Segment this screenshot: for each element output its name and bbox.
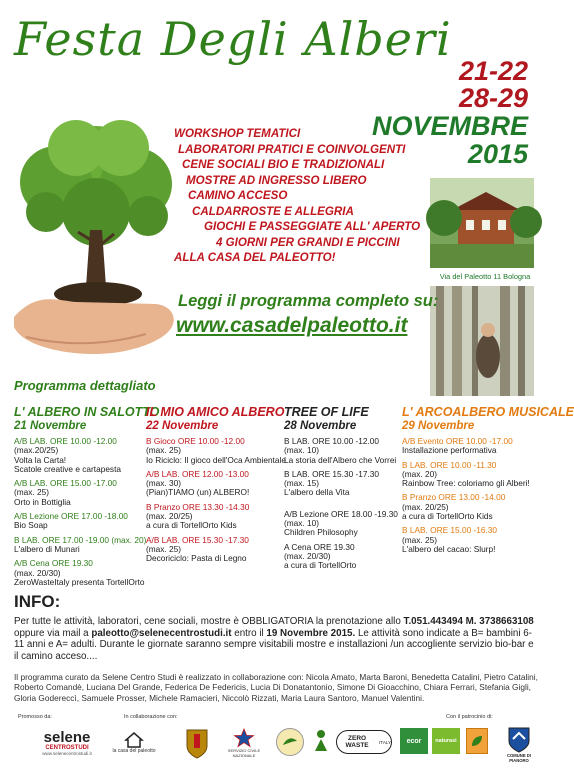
program-event	[146, 470, 280, 498]
program-event	[284, 543, 418, 571]
event-time: B LAB. ORE 15.30 -17.30	[284, 468, 380, 479]
info-text-3: entro il	[234, 627, 264, 639]
patronage-label: Con il patrocinio di:	[446, 714, 493, 720]
column-title: L' ALBERO IN SALOTTO	[14, 405, 160, 419]
event-title: L'albero di Munari	[14, 543, 80, 554]
zero-waste-sub: ITALY	[379, 739, 391, 745]
servizio-civile-text: SERVIZIO CIVILE NAZIONALE	[227, 748, 261, 758]
servizio-civile-logo	[218, 724, 270, 762]
event-title: Decoriciclo: Pasta di Legno	[146, 553, 247, 564]
program-event	[284, 437, 418, 465]
event-time: A/B LAB. ORE 12.00 -13.00	[146, 468, 249, 479]
read-program-text: Leggi il programma completo su:	[178, 292, 439, 310]
event-time: B LAB. ORE 10.00 -11.30	[402, 459, 497, 470]
program-column-day-4	[402, 405, 574, 559]
naturasi-logo: naturasì	[432, 728, 460, 754]
event-capacity: (max.20/25)	[14, 445, 59, 456]
website-link[interactable]: www.casadelpaleotto.it	[176, 314, 408, 337]
event-capacity: (max. 20)	[402, 468, 438, 479]
program-event	[402, 461, 542, 489]
credits-text: Il programma curato da Selene Centro Studi è realizzato in collaborazione con: Nicola Amato, Marta Baroni, Benedetta Catalini, Pietro Catalini, Roberto Comandè, Luciana Del Grande, Federica De Federicis, Lucia Di Donatantonio, Simone Di Gioacchino, Chiara Ferrari, Stefania Gigli, Gloria Godereccì, Samuele Prosser, Michele Ramacieri, Niccolò Rizzati, Maria Laura Santoro, Manuel Valentini.	[14, 672, 538, 703]
column-title: IL MIO AMICO ALBERO	[146, 405, 285, 419]
event-title: Children Philosophy	[284, 527, 358, 538]
event-title: Rainbow Tree: coloriamo gli Alberi!	[402, 478, 530, 489]
column-title: L' ARCOALBERO MUSICALE	[402, 405, 574, 419]
selene-logo	[36, 726, 98, 760]
event-title: Io Riciclo: Il gioco dell'Oca Ambientale	[146, 454, 286, 465]
event-title: (Pian)TIAMO (un) ALBERO!	[146, 487, 250, 498]
collaboration-label: In collaborazione con:	[124, 714, 178, 720]
bird-icon	[281, 735, 299, 749]
event-capacity: (max. 20/30)	[14, 567, 61, 578]
location-caption: Via del Paleotto 11 Bologna	[439, 272, 531, 281]
info-text-1: Per tutte le attività, laboratori, cene sociali, mostre è OBBLIGATORIA la prenotazione allo	[14, 616, 401, 627]
comune-pianoro-logo	[500, 722, 538, 766]
casa-paleotto-logo	[106, 726, 162, 760]
casa-logo-text: la casa del paleotto	[112, 748, 156, 754]
event-capacity: (max. 20/25)	[402, 501, 449, 512]
event-capacity: (max. 20/30)	[284, 550, 331, 561]
event-time: B Gioco ORE 10.00 -12.00	[146, 436, 245, 446]
event-time: B Pranzo ORE 13.00 -14.00	[402, 492, 506, 503]
program-heading: Programma dettagliato	[14, 378, 156, 393]
program-column-day-3	[284, 406, 418, 576]
program-event	[14, 512, 148, 531]
program-event	[146, 436, 286, 465]
program-event	[284, 510, 418, 538]
program-event	[402, 437, 542, 456]
event-time: A/B LAB. ORE 10.00 -12.00	[14, 436, 117, 446]
event-time: A/B Evento ORE 10.00 -17.00	[402, 436, 513, 446]
info-deadline: 19 Novembre 2015.	[266, 627, 356, 639]
feature-item: LABORATORI PRATICI E COINVOLGENTI	[178, 142, 406, 156]
feature-item: CAMINO ACCESO	[188, 189, 288, 202]
house-icon	[124, 732, 144, 748]
event-title: Festa Degli Alberi	[14, 12, 452, 66]
star-icon	[234, 728, 254, 748]
event-capacity: (max. 15)	[284, 478, 320, 489]
feature-item: GIOCHI E PASSEGGIATE ALL' APERTO	[204, 220, 421, 233]
coat-of-arms-icon	[185, 726, 209, 760]
column-date: 28 Novembre	[284, 420, 357, 432]
event-capacity: (max. 10)	[284, 445, 320, 456]
event-time: B LAB. ORE 17.00 -19.00 (max. 20)	[14, 534, 147, 545]
event-title: a cura di TortellOrto	[284, 560, 357, 571]
event-capacity: (max. 25)	[146, 445, 182, 456]
event-time: B LAB. ORE 10.00 -12.00	[284, 436, 380, 446]
event-time: A/B Lezione ORE 18.00 -19.30	[284, 508, 398, 519]
selene-logo-url: www.selenecentrostudi.it	[42, 750, 92, 756]
program-event	[14, 536, 148, 555]
dates-month: NOVEMBRE	[371, 111, 528, 141]
selene-logo-sub: CENTROSTUDI	[45, 744, 89, 751]
selene-logo-text: selene	[43, 728, 91, 746]
event-time: A/B Lezione ORE 17.00 -18.00	[14, 511, 128, 522]
event-title: Bio Soap	[14, 520, 48, 531]
info-phone[interactable]: T.051.443494 M. 3738663108	[403, 616, 534, 627]
event-title: Installazione performativa	[402, 445, 497, 456]
column-title: TREE OF LIFE	[284, 405, 369, 419]
event-capacity: (max. 20/25)	[146, 511, 193, 522]
program-event	[146, 536, 280, 564]
features-list	[174, 126, 434, 266]
event-capacity: (max. 30)	[146, 478, 182, 489]
program-event	[14, 437, 148, 474]
event-title: a cura di TortellOrto Kids	[146, 520, 237, 531]
person-logo	[312, 728, 330, 754]
hands	[14, 299, 174, 354]
leaf-icon	[470, 734, 484, 748]
feature-item: 4 GIORNI PER GRANDI E PICCINI	[216, 235, 400, 249]
program-event	[402, 526, 542, 554]
info-email[interactable]: paleotto@selenecentrostudi.it	[91, 627, 232, 639]
column-date: 21 Novembre	[14, 420, 87, 432]
ecor-logo: ecor	[400, 728, 428, 754]
promoted-by-label: Promosso da:	[18, 714, 52, 720]
program-event	[146, 503, 280, 531]
event-time: A/B Cena ORE 19.30	[14, 558, 93, 569]
event-capacity: (max. 25)	[402, 534, 438, 545]
tree-in-hands-illustration	[6, 112, 184, 372]
forest-photo	[430, 286, 534, 396]
event-capacity: (max. 25)	[146, 543, 182, 554]
sponsor-logos	[14, 714, 540, 770]
info-heading: INFO:	[14, 592, 61, 611]
program-column-day-2	[146, 405, 286, 569]
event-time: B LAB. ORE 15.00 -16.30	[402, 525, 498, 536]
partner-logo-orange	[466, 728, 488, 754]
event-time: A/B LAB. ORE 15.30 -17.30	[146, 534, 249, 545]
event-capacity: (max. 10)	[284, 518, 320, 529]
house-photo	[430, 178, 534, 268]
event-time: B Pranzo ORE 13.30 -14.30	[146, 501, 250, 512]
event-title: a cura di TortellOrto Kids	[402, 511, 493, 522]
event-title: ZeroWasteItaly presenta TortellOrto	[14, 576, 145, 587]
info-text-2: oppure via mail a	[14, 627, 89, 639]
event-time: A Cena ORE 19.30	[284, 541, 355, 552]
coat-of-arms-logo	[184, 724, 210, 762]
program-event	[284, 470, 418, 498]
event-subtitle: Scatole creative e cartapesta	[14, 463, 121, 474]
program-event	[14, 479, 148, 507]
column-date: 22 Novembre	[146, 420, 219, 432]
feature-item: ALLA CASA DEL PALEOTTO!	[174, 251, 336, 264]
event-time: A/B LAB. ORE 15.00 -17.00	[14, 478, 117, 489]
dates-line-2: 28-29	[458, 83, 528, 113]
partner-logo-round	[276, 728, 304, 756]
event-capacity: (max. 25)	[14, 487, 50, 498]
zero-waste-text: ZERO WASTE	[345, 735, 369, 749]
program-column-day-1	[14, 405, 160, 592]
event-title: L'albero della Vita	[284, 487, 350, 498]
feature-item: CALDARROSTE E ALLEGRIA	[192, 204, 354, 218]
feature-item: WORKSHOP TEMATICI	[174, 127, 301, 140]
feature-item: CENE SOCIALI BIO E TRADIZIONALI	[182, 158, 385, 171]
dates-year: 2015	[467, 139, 528, 169]
program-event	[402, 493, 542, 521]
info-text-4: Le attività sono indicate a B= bambini 6-11 anni e A= adulti. Durante le giornate saranno sempre visitabili mostre e installazioni /un accogliente servizio bio-bar e il camino acceso....	[14, 627, 534, 662]
event-title: La storia dell'Albero che Vorrei	[284, 454, 397, 465]
person-icon	[313, 729, 329, 753]
column-date: 29 Novembre	[402, 420, 475, 432]
event-title: L'albero del cacao: Slurp!	[402, 543, 496, 554]
info-paragraph	[14, 616, 540, 662]
program-event	[14, 559, 148, 587]
event-title: Orto in Bottiglia	[14, 496, 71, 507]
municipal-crest-icon	[507, 725, 531, 753]
event-title: Volta la Carta!	[14, 454, 67, 465]
comune-text: COMUNE DI PIANORO	[507, 753, 531, 763]
dates-line-1: 21-22	[458, 56, 528, 86]
feature-item: MOSTRE AD INGRESSO LIBERO	[186, 173, 367, 187]
zero-waste-italy-logo	[336, 730, 392, 754]
tree-canopy	[20, 120, 172, 246]
